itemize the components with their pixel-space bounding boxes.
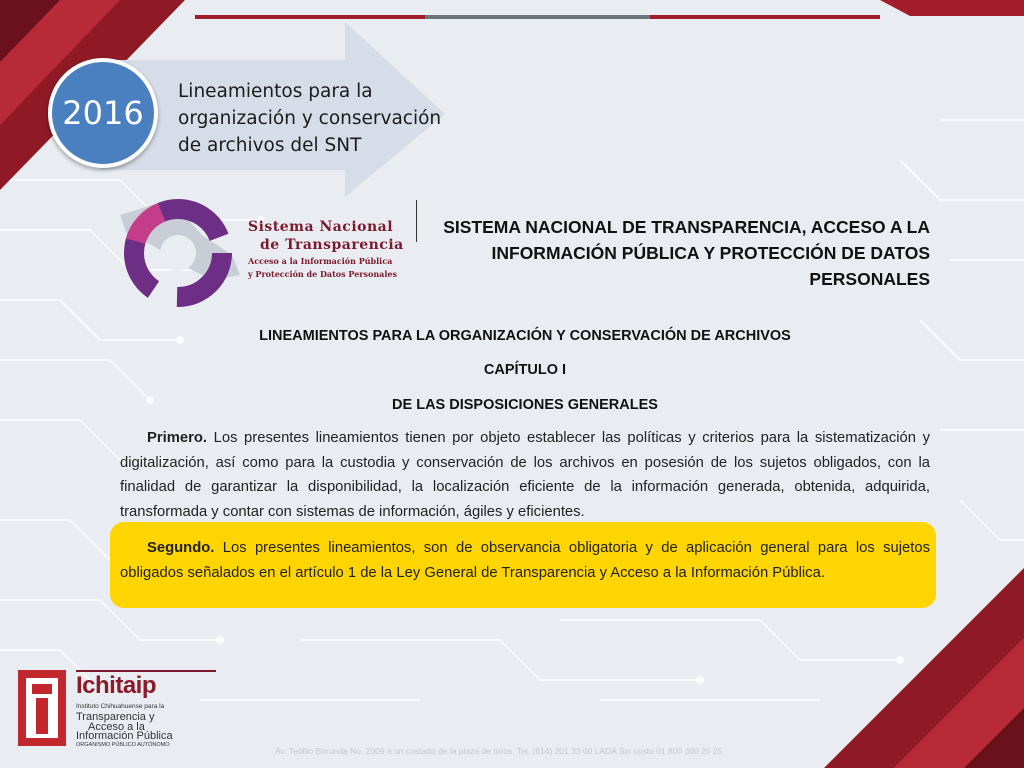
paragraph-segundo-lead: Segundo. bbox=[147, 540, 215, 556]
arrow-text: Lineamientos para la organización y conservación de archivos del SNT bbox=[178, 81, 442, 156]
paragraph-segundo bbox=[120, 536, 930, 585]
snt-logo-line3: Acceso a la Información Pública bbox=[248, 256, 393, 266]
document-header-line1: SISTEMA NACIONAL DE TRANSPARENCIA, ACCESO A LA bbox=[443, 217, 930, 237]
header-divider bbox=[416, 200, 417, 242]
chapter-title: DE LAS DISPOSICIONES GENERALES bbox=[392, 397, 658, 413]
document-title: LINEAMIENTOS PARA LA ORGANIZACIÓN Y CONSERVACIÓN DE ARCHIVOS bbox=[259, 328, 791, 344]
snt-logo-line2: de Transparencia bbox=[260, 237, 404, 253]
ichitaip-line5: ORGANISMO PÚBLICO AUTÓNOMO bbox=[76, 742, 170, 748]
document-header-line3: PERSONALES bbox=[809, 269, 930, 289]
snt-logo bbox=[112, 195, 247, 310]
paragraph-primero bbox=[120, 426, 930, 524]
paragraph-segundo-text: Los presentes lineamientos, son de observancia obligatoria y de aplicación general para los sujetos obligados señalados en el artículo 1 de la Ley General de Transparencia y Acceso a la Información Pública. bbox=[120, 540, 930, 581]
top-bar-segment bbox=[650, 15, 880, 19]
ichitaip-i-icon bbox=[18, 670, 70, 748]
snt-logo-text bbox=[248, 218, 404, 280]
corner-decoration-top-right bbox=[880, 0, 1024, 20]
ichitaip-brand: Ichitaip bbox=[76, 672, 157, 699]
footer-address: Av. Teófilo Borunda No. 2009 a un costado de la plaza de toros. Tel. (614) 201 33 00 LADA Sin costo 01 800 300 25 25 bbox=[275, 746, 723, 756]
ichitaip-line3: Acceso a la bbox=[88, 721, 145, 733]
ichitaip-line1: Instituto Chihuahuense para la bbox=[76, 703, 165, 710]
chapter-heading: CAPÍTULO I bbox=[483, 362, 567, 378]
snt-logo-line4: y Protección de Datos Personales bbox=[248, 269, 397, 279]
document-header-line2: INFORMACIÓN PÚBLICA Y PROTECCIÓN DE DATOS bbox=[491, 243, 930, 263]
top-bar-segment bbox=[425, 15, 650, 19]
paragraph-primero-text: Los presentes lineamientos tienen por objeto establecer las políticas y criterios para la sistematización y digitalización, así como para la custodia y conservación de los archivos en posesión de los sujetos obligados, con la finalidad de garantizar la disponibilidad, la localización eficiente de la información generada, obtenida, adquirida, transformada y contar con sistemas de información, ágiles y eficientes. bbox=[120, 430, 930, 520]
paragraph-primero-lead: Primero. bbox=[147, 430, 208, 446]
top-bar-segment bbox=[195, 15, 425, 19]
snt-logo-line1: Sistema Nacional bbox=[248, 219, 394, 235]
ichitaip-line2: Transparencia y bbox=[76, 711, 155, 723]
ichitaip-line4: Información Pública bbox=[76, 730, 173, 742]
year-circle: 2016 bbox=[48, 58, 158, 168]
document-header bbox=[418, 214, 930, 292]
